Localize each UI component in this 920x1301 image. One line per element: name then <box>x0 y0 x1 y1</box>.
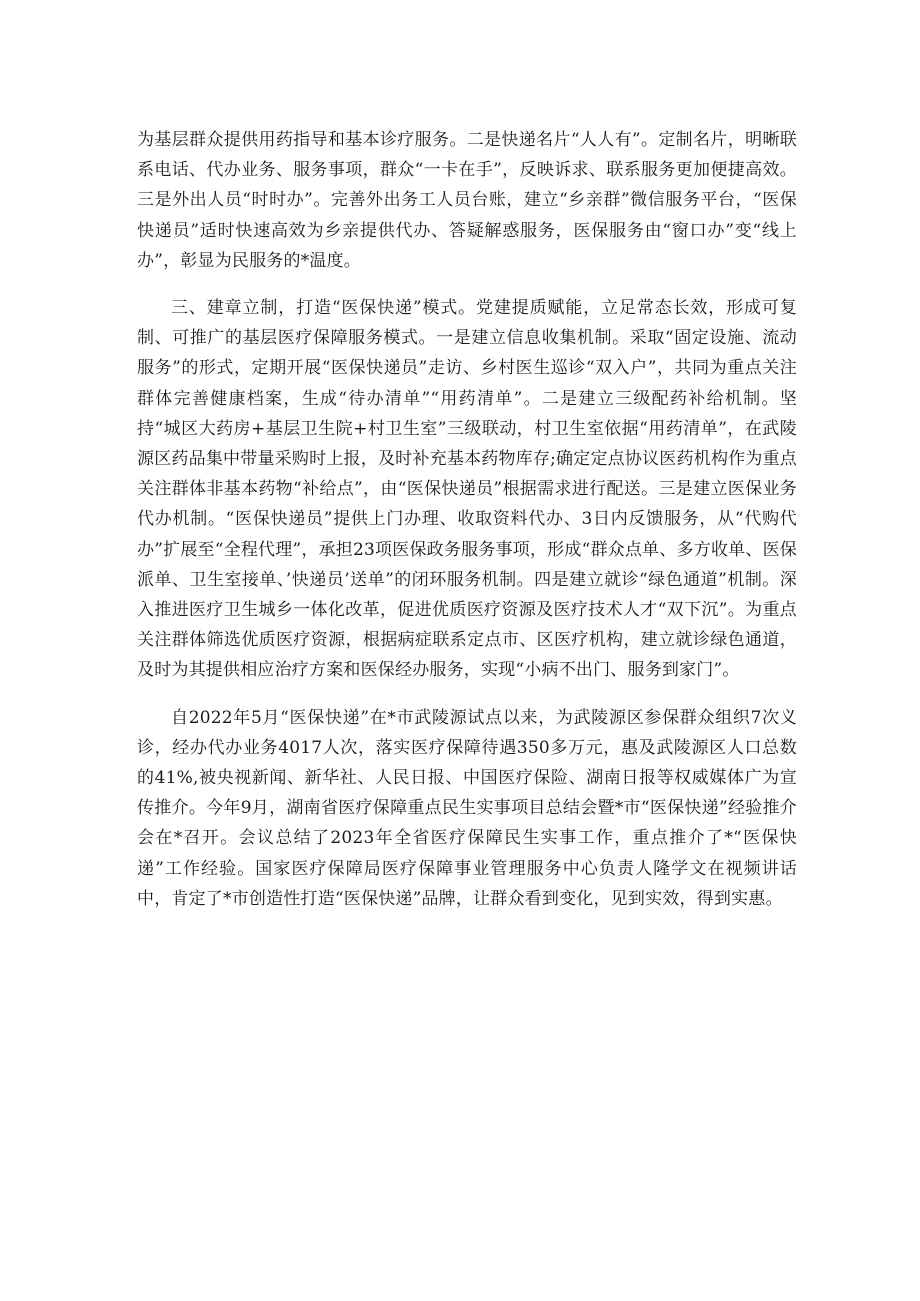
paragraph-section-three: 三、建章立制，打造“医保快递”模式。党建提质赋能，立足常态长效，形成可复制、可推广的基层医疗保障服务模式。一是建立信息收集机制。采取“固定设施、流动服务”的形式，定期开展“医保快递员”走访、乡村医生巡诊“双入户”，共同为重点关注群体完善健康档案，生成“待办清单”“用药清单”。二是建立三级配药补给机制。坚持“城区大药房+基层卫生院+村卫生室”三级联动，村卫生室依据“用药清单”，在武陵源区药品集中带量采购时上报，及时补充基本药物库存;确定定点协议医药机构作为重点关注群体非基本药物“补给点”，由“医保快递员”根据需求进行配送。三是建立医保业务代办机制。“医保快递员”提供上门办理、收取资料代办、3日内反馈服务，从“代购代办”扩展至“全程代理”，承担23项医保政务服务事项，形成“群众点单、多方收单、医保派单、卫生室接单、’快递员’送单”的闭环服务机制。四是建立就诊“绿色通道”机制。深入推进医疗卫生城乡一体化改革，促进优质医疗资源及医疗技术人才“双下沉”。为重点关注群体筛选优质医疗资源，根据病症联系定点市、区医疗机构，建立就诊绿色通道，及时为其提供相应治疗方案和医保经办服务，实现“小病不出门、服务到家门”。 <box>137 298 797 681</box>
paragraph-results: 自2022年5月“医保快递”在*市武陵源试点以来，为武陵源区参保群众组织7次义诊，经办代办业务4017人次，落实医疗保障待遇350多万元，惠及武陵源区人口总数的41%,被央视新闻、新华社、人民日报、中国医疗保险、湖南日报等权威媒体广为宣传推介。今年9月，湖南省医疗保障重点民生实事项目总结会暨*市“医保快递”经验推介会在*召开。会议总结了2023年全省医疗保障民生实事工作，重点推介了*“医保快递”工作经验。国家医疗保障局医疗保障事业管理服务中心负责人隆学文在视频讲话中，肯定了*市创造性打造“医保快递”品牌，让群众看到变化，见到实效，得到实惠。 <box>137 707 797 909</box>
paragraph-continuation: 为基层群众提供用药指导和基本诊疗服务。二是快递名片“人人有”。定制名片，明晰联系电话、代办业务、服务事项，群众“一卡在手”，反映诉求、联系服务更加便捷高效。三是外出人员“时时办”。完善外出务工人员台账，建立“乡亲群”微信服务平台，“医保快递员”适时快速高效为乡亲提供代办、答疑解惑服务，医保服务由“窗口办”变“线上办”，彰显为民服务的*温度。 <box>137 130 797 271</box>
document-body <box>137 125 797 931</box>
